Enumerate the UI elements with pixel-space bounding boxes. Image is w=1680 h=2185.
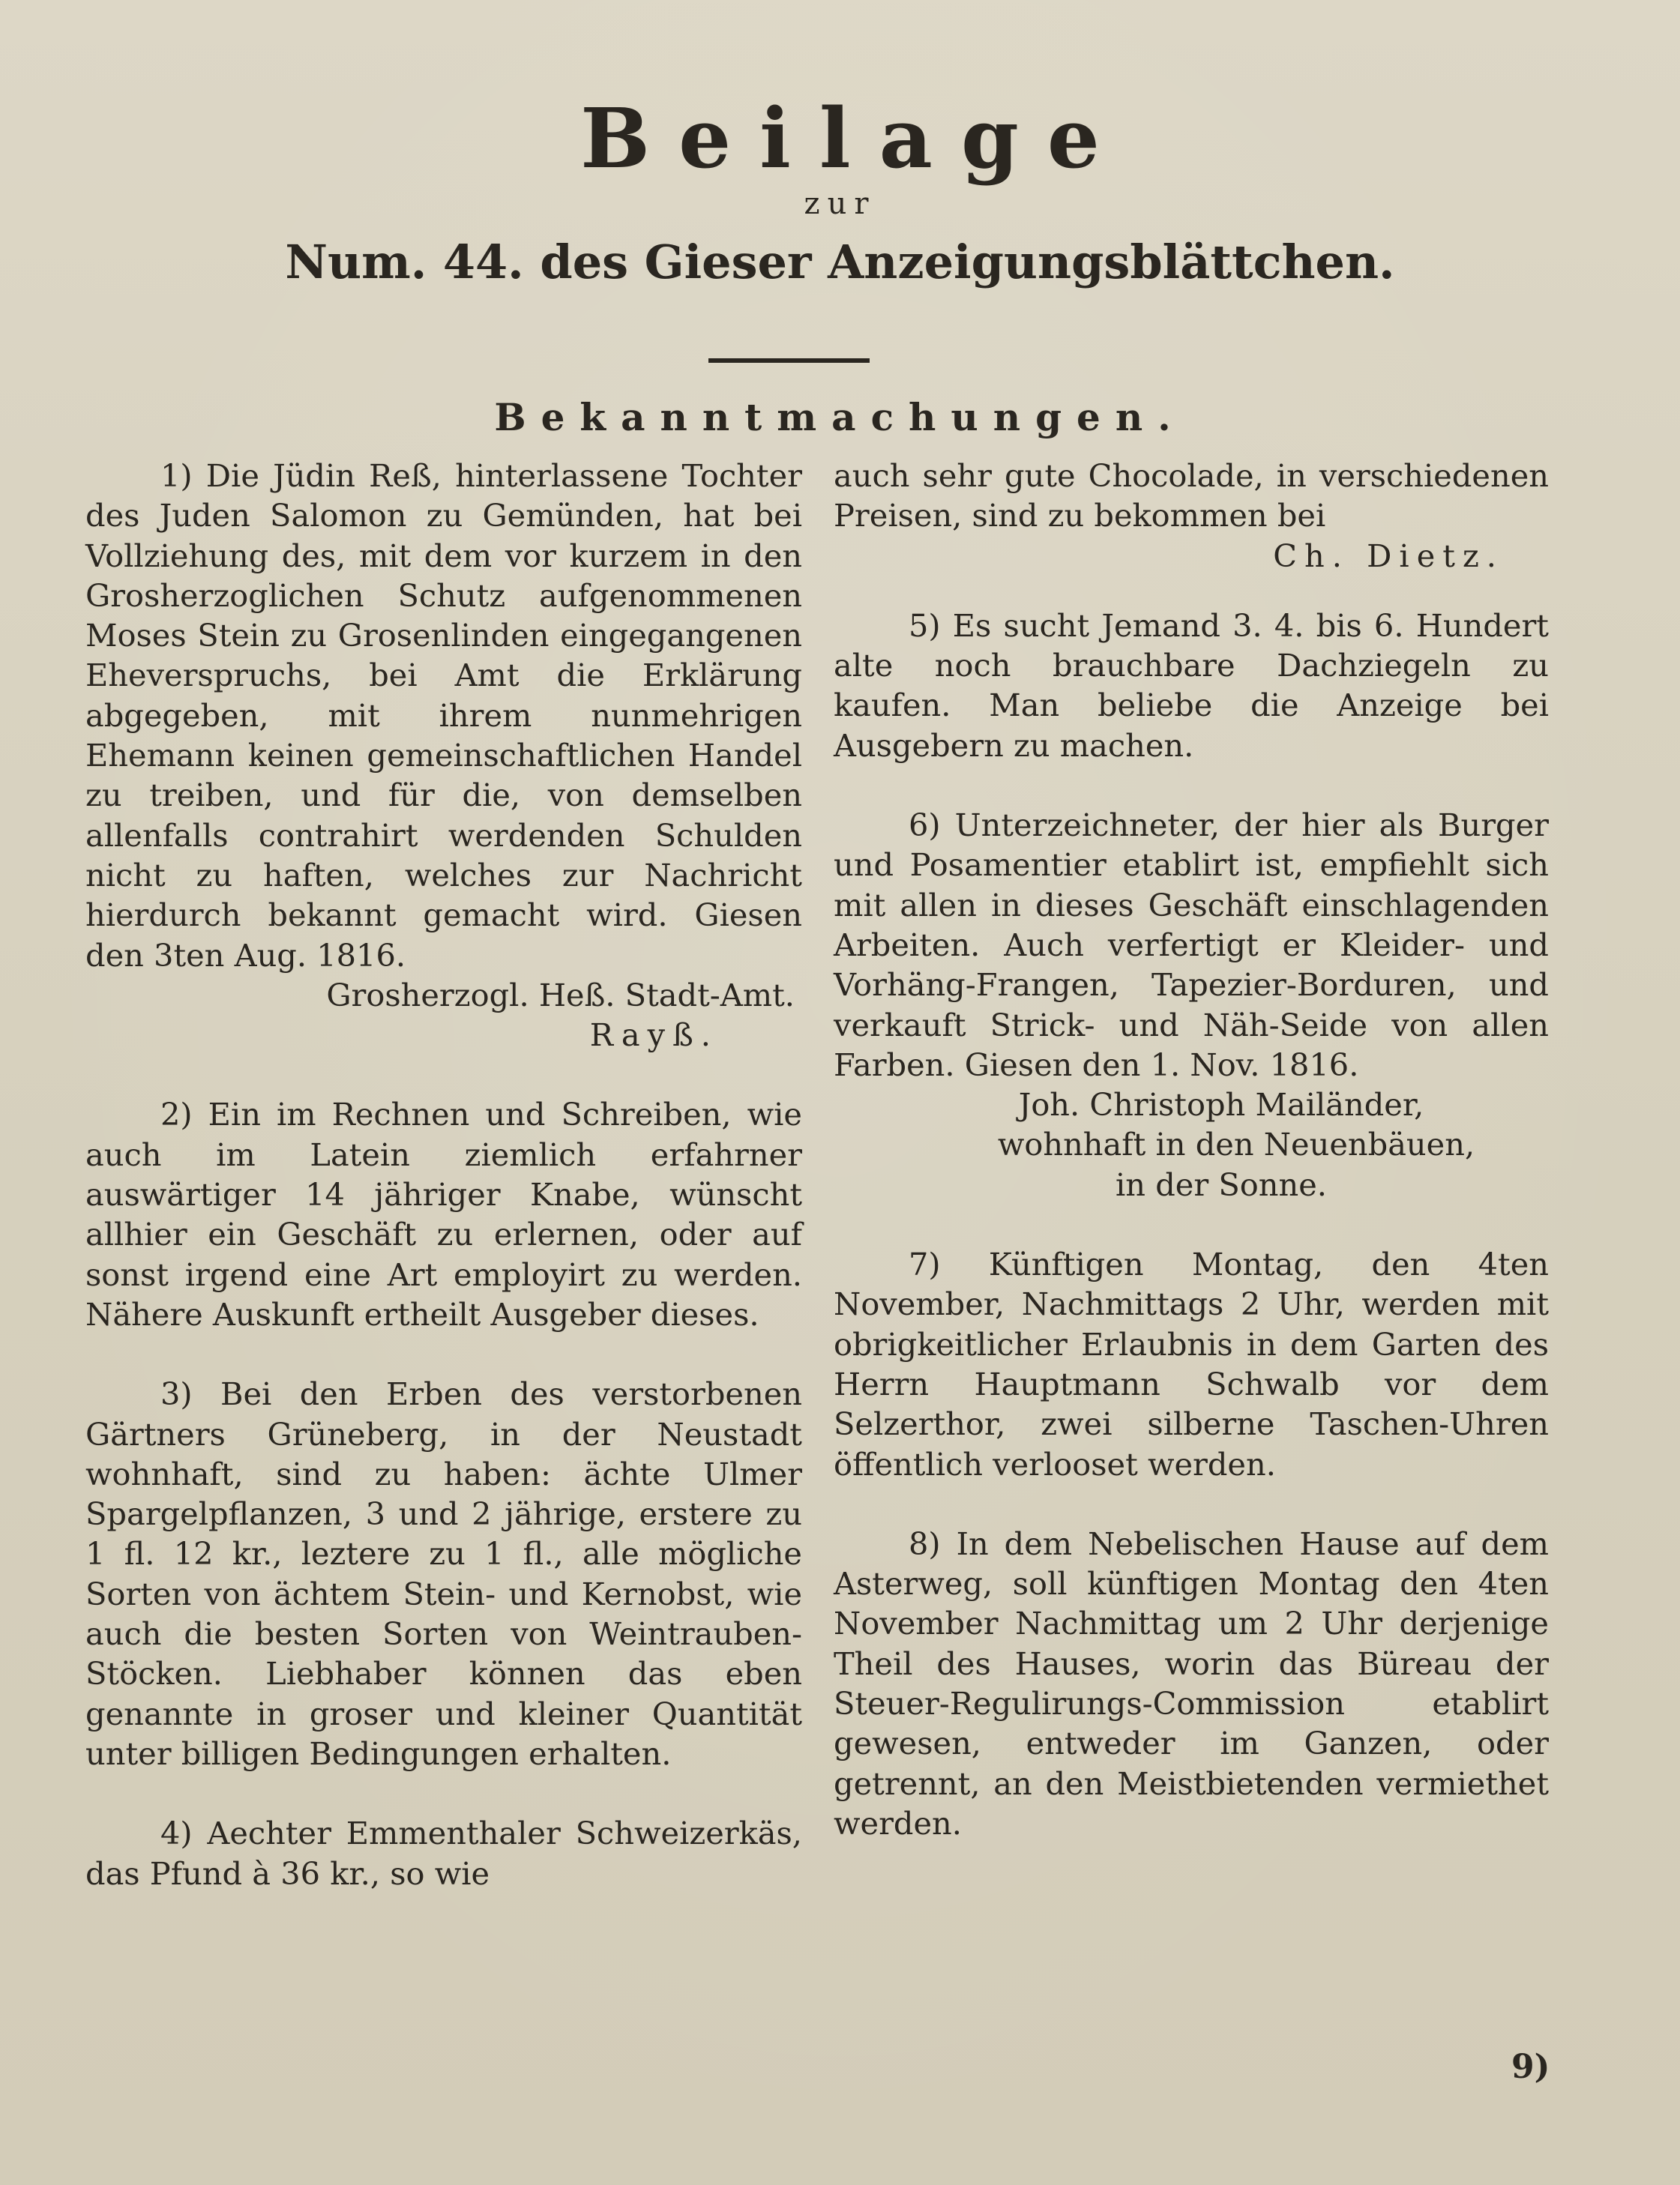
announcement-number: 8) <box>909 1525 957 1562</box>
header-divider <box>708 358 870 363</box>
announcement-signature: Ch. Dietz. <box>1273 537 1504 574</box>
announcement-text: Ein im Rechnen und Schreiben, wie auch im Latein ziemlich erfahrner auswärtiger 14 jähriger Knabe, wünscht allhier ein Geschäft zu erlernen, oder auf sonst irgend eine Art employirt zu werden. Nähere Auskunft ertheilt Ausgeber dieses. <box>85 1096 802 1333</box>
announcement-number: 2) <box>160 1096 208 1133</box>
announcement-text: Künftigen Montag, den 4ten November, Nachmittags 2 Uhr, werden mit obrigkeitlicher Erlaubnis in dem Garten des Herrn Hauptmann Schwalb vor dem Selzerthor, zwei silberne Taschen-Uhren öffentlich verlooset werden. <box>834 1246 1549 1483</box>
announcement-text: auch sehr gute Chocolade, in verschiedenen Preisen, sind zu bekommen bei <box>834 457 1549 534</box>
announcement-4 <box>85 1813 802 1893</box>
page-subtitle: Num. 44. des Gieser Anzeigungsblättchen. <box>285 235 1395 289</box>
announcement-signature: Grosherzogl. Heß. Stadt-Amt. <box>326 976 795 1013</box>
announcement-number: 1) <box>160 457 206 494</box>
announcement-text: Aechter Emmenthaler Schweizerkäs, das Pfund à 36 kr., so wie <box>85 1815 802 1892</box>
announcement-text: Die Jüdin Reß, hinterlassene Tochter des Juden Salomon zu Gemünden, hat bei Vollziehung des, mit dem vor kurzem in den Grosherzoglichen Schutz aufgenommenen Moses Stein zu Grosenlinden eingegangenen Eheverspruchs, bei Amt die Erklärung abgegeben, mit ihrem nunmehrigen Ehemann keinen gemeinschaftlichen Handel zu treiben, und für die, von demselben allenfalls contrahirt werdenden Schulden nicht zu haften, welches zur Nachricht hierdurch bekannt gemacht wird. Giesen den 3ten Aug. 1816. <box>85 457 802 974</box>
page-number: 9) <box>1511 2048 1550 2086</box>
announcement-number: 3) <box>160 1375 220 1413</box>
announcement-text: Unterzeichneter, der hier als Burger und Posamentier etablirt ist, empfiehlt sich mit allen in dieses Geschäft einschlagenden Arbeiten. Auch verfertigt er Kleider- und Vorhäng-Frangen, Tapezier-Borduren, und verkauft Strick- und Näh-Seide von allen Farben. Giesen den 1. Nov. 1816. <box>834 807 1549 1083</box>
announcement-text: In dem Nebelischen Hause auf dem Asterweg, soll künftigen Montag den 4ten November Nachmittag um 2 Uhr derjenige Theil des Hauses, worin das Büreau der Steuer-Regulirungs-Commission etablirt gewesen, entweder im Ganzen, oder getrennt, an den Meistbietenden vermiethet werden. <box>834 1525 1549 1842</box>
announcement-number: 5) <box>909 606 953 644</box>
announcement-number: 6) <box>909 807 955 844</box>
announcement-signature: in der Sonne. <box>1116 1166 1327 1203</box>
announcement-text: Es sucht Jemand 3. 4. bis 6. Hundert alte noch brauchbare Dachziegeln zu kaufen. Man beliebe die Anzeige bei Ausgebern zu machen. <box>834 606 1549 764</box>
announcement-signature: Rayß. <box>589 1016 718 1054</box>
left-column <box>85 456 802 1893</box>
announcement-number: 4) <box>160 1815 208 1852</box>
announcement-signature: Joh. Christoph Mailänder, <box>1018 1086 1424 1124</box>
announcement-8 <box>834 1524 1549 1843</box>
announcement-7 <box>834 1244 1549 1484</box>
announcement-text: Bei den Erben des verstorbenen Gärtners Grüneberg, in der Neustadt wohnhaft, sind zu haben: ächte Ulmer Spargelpflanzen, 3 und 2 jährige, erstere zu 1 fl. 12 kr., leztere zu 1 fl., alle mögliche Sorten von ächtem Stein- und Kernobst, wie auch die besten Sorten von Weintrauben-Stöcken. Liebhaber können das eben genannte in groser und kleiner Quantität unter billigen Bedingungen erhalten. <box>85 1375 802 1772</box>
announcement-5 <box>834 606 1549 765</box>
announcement-1 <box>85 456 802 975</box>
page-title: Beilage <box>580 90 1128 187</box>
announcement-2 <box>85 1094 802 1334</box>
page-header <box>0 90 1680 289</box>
announcement-4-continued <box>834 456 1549 536</box>
announcement-number: 7) <box>909 1246 989 1283</box>
announcement-3 <box>85 1374 802 1773</box>
section-title: Bekanntmachungen. <box>494 395 1186 439</box>
header-zur: zur <box>804 187 876 221</box>
announcement-signature: wohnhaft in den Neuenbäuen, <box>997 1126 1475 1163</box>
right-column <box>834 456 1549 1843</box>
announcement-6 <box>834 805 1549 1085</box>
